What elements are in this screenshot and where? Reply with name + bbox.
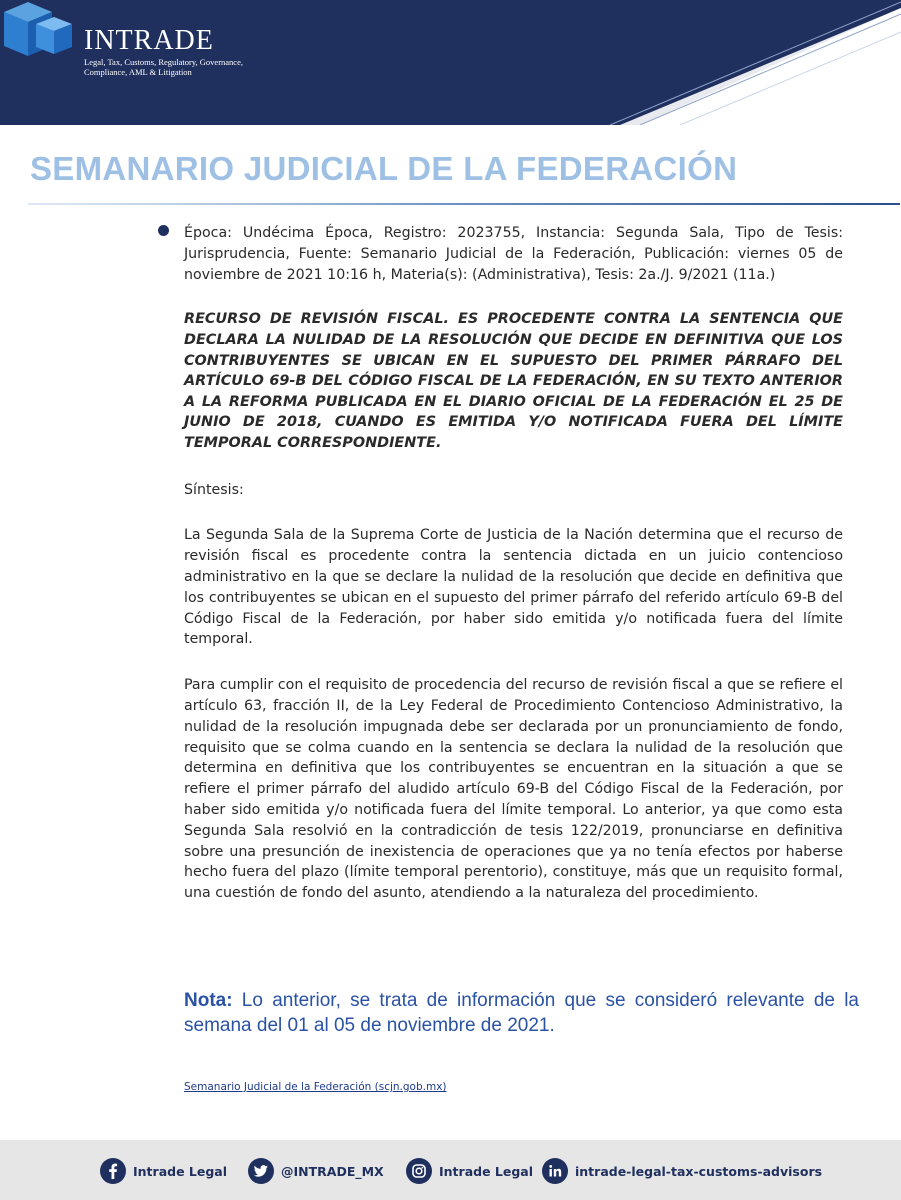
nota-text: Lo anterior, se trata de información que se consideró relevante de la semana del 01 al 05 de noviembre de 2021. (184, 990, 859, 1036)
nota-label: Nota: (184, 990, 233, 1011)
twitter-icon (248, 1158, 274, 1184)
sintesis-label: Síntesis: (184, 481, 244, 498)
twitter-label: @INTRADE_MX (281, 1163, 384, 1179)
document-body (184, 223, 843, 904)
intrade-logo-icon (0, 0, 74, 62)
thesis-heading: RECURSO DE REVISIÓN FISCAL. ES PROCEDENTE CONTRA LA SENTENCIA QUE DECLARA LA NULIDAD DE LA RESOLUCIÓN QUE DECIDE EN DEFINITIVA QUE LOS CONTRIBUYENTES SE UBICAN EN EL SUPUESTO DEL PRIMER PÁRRAFO DEL ARTÍCULO 69-B DEL CÓDIGO FISCAL DE LA FEDERACIÓN, EN SU TEXTO ANTERIOR A LA REFORMA PUBLICADA EN EL DIARIO OFICIAL DE LA FEDERACIÓN EL 25 DE JUNIO DE 2018, CUANDO ES EMITIDA Y/O NOTIFICADA FUERA DEL LÍMITE TEMPORAL CORRESPONDIENTE. (184, 311, 843, 451)
brand (84, 27, 244, 77)
facebook-link[interactable] (100, 1158, 227, 1184)
sintesis-paragraph-1: La Segunda Sala de la Suprema Corte de Justicia de la Nación determina que el recurso de revisión fiscal es procedente contra la sentencia dictada en un juicio contencioso administrativo en la que se declare la nulidad de la resolución que decide en definitiva que los contribuyentes se ubican en el supuesto del primer párrafo del referido artículo 69-B del Código Fiscal de la Federación, por haber sido emitida y/o notificada fuera del límite temporal. (184, 527, 843, 648)
source-link[interactable]: Semanario Judicial de la Federación (scjn.gob.mx) (184, 1081, 447, 1093)
brand-tagline: Legal, Tax, Customs, Regulatory, Governance, Compliance, AML & Litigation (84, 57, 243, 77)
instagram-icon (406, 1158, 432, 1184)
linkedin-link[interactable] (542, 1158, 822, 1184)
instagram-label: Intrade Legal (439, 1163, 534, 1179)
thesis-metadata: Época: Undécima Época, Registro: 2023755, Instancia: Segunda Sala, Tipo de Tesis: Jurisprudencia, Fuente: Semanario Judicial de la Federación, Publicación: viernes 05 de noviembre de 2021 10:16 h, Materia(s): (Administrativa), Tesis: 2a./J. 9/2021 (11a.) (184, 225, 843, 283)
linkedin-icon (542, 1158, 568, 1184)
instagram-link[interactable] (406, 1158, 533, 1184)
facebook-label: Intrade Legal (133, 1163, 228, 1179)
title-divider (28, 203, 900, 205)
bullet-icon (158, 225, 169, 236)
facebook-icon (100, 1158, 126, 1184)
linkedin-label: intrade-legal-tax-customs-advisors (575, 1163, 823, 1179)
brand-name: INTRADE (84, 25, 214, 56)
header-banner (0, 0, 901, 125)
page-title: SEMANARIO JUDICIAL DE LA FEDERACIÓN (30, 150, 738, 187)
twitter-link[interactable] (248, 1158, 384, 1184)
sintesis-paragraph-2: Para cumplir con el requisito de procedencia del recurso de revisión fiscal a que se refiere el artículo 63, fracción II, de la Ley Federal de Procedimiento Contencioso Administrativo, la nulidad de la resolución impugnada debe ser declarada por un pronunciamiento de fondo, requisito que se colma cuando en la sentencia se declara la nulidad de la resolución que determina en definitiva que los contribuyentes se encuentran en la situación a que se refiere el primer párrafo del aludido artículo 69-B del Código Fiscal de la Federación, por haber sido emitida y/o notificada fuera del límite temporal. Lo anterior, ya que como esta Segunda Sala resolvió en la contradicción de tesis 122/2019, pronunciarse en definitiva sobre una presunción de inexistencia de operaciones que ya no tenía efectos por haberse hecho fuera del plazo (límite temporal perentorio), constituye, más que un requisito formal, una cuestión de fondo del asunto, atendiendo a la naturaleza del procedimiento. (184, 677, 843, 902)
nota-block (184, 988, 859, 1038)
